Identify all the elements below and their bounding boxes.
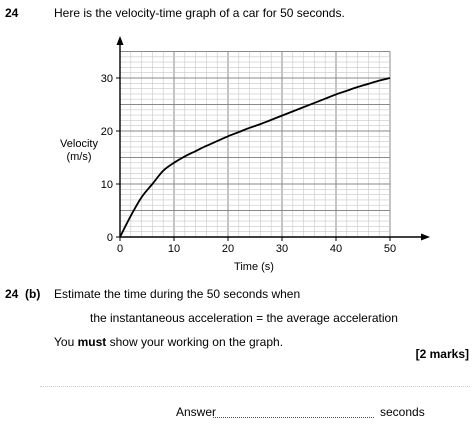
part-b-instruction: Estimate the time during the 50 seconds when (54, 287, 301, 301)
y-tick-label: 30 (100, 73, 113, 85)
x-axis-label: Time (s) (234, 261, 274, 273)
answer-unit: seconds (380, 405, 425, 419)
graph-ticks (101, 73, 396, 255)
x-tick-label: 40 (329, 243, 343, 255)
x-tick-label: 30 (275, 243, 289, 255)
marks-label: [2 marks] (415, 347, 469, 361)
answer-input-line[interactable] (213, 417, 374, 418)
x-tick-label: 10 (167, 243, 181, 255)
graph-axes (117, 36, 431, 241)
x-tick-label: 0 (116, 243, 124, 255)
working-emphasis: must (77, 335, 107, 349)
part-b-number: 24 (5, 287, 19, 301)
working-instruction: You must show your working on the graph. (54, 335, 284, 349)
graph-grid (120, 52, 390, 238)
y-axis-label-line1: Velocity (60, 138, 98, 150)
separator (40, 386, 470, 387)
part-b-condition: the instantaneous acceleration = the average acceleration (90, 311, 398, 325)
x-tick-label: 20 (221, 243, 235, 255)
y-axis-label-line2: (m/s) (66, 151, 92, 163)
x-tick-label: 50 (383, 243, 397, 255)
answer-label: Answer (176, 405, 217, 419)
y-tick-label: 0 (106, 232, 113, 244)
x-axis-arrow-icon (421, 234, 430, 241)
y-axis-arrow-icon (117, 36, 124, 45)
part-b-label: (b) (25, 287, 41, 301)
y-tick-label: 20 (100, 126, 113, 138)
question-stem: Here is the velocity-time graph of a car for 50 seconds. (54, 6, 345, 20)
question-number: 24 (5, 6, 19, 20)
y-tick-label: 10 (100, 179, 113, 191)
